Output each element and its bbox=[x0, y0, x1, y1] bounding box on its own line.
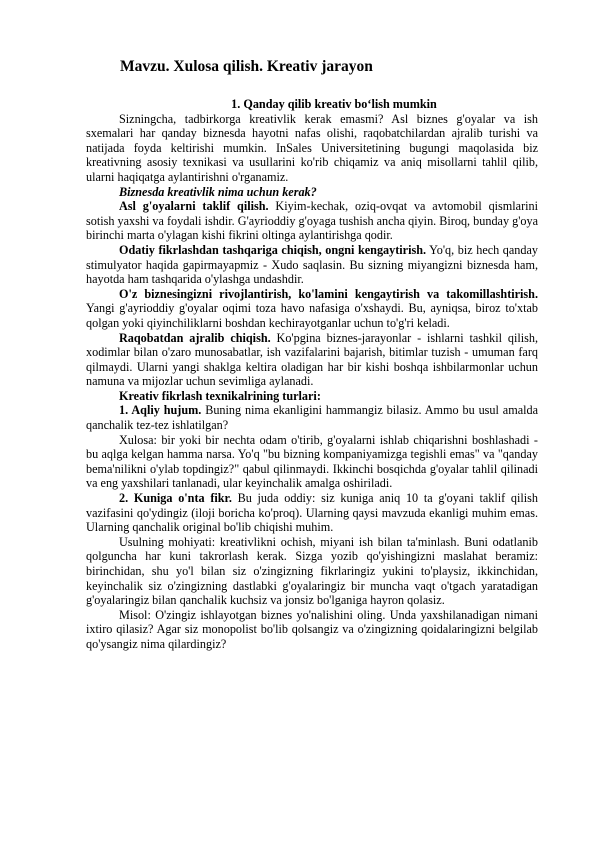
paragraph-brainstorm: 1. Aqliy hujum. Buning nima ekanligini hammangiz bilasiz. Ammo bu usul amalda qanchalik tez-tez ishlatilgan? bbox=[86, 403, 538, 433]
paragraph-ten-ideas: 2. Kuniga o'nta fikr. Bu juda oddiy: siz kuniga aniq 10 ta g'oyani taklif qilish vazifasini qo'ydingiz (iloji boricha ko'proq). Ularning qaysi mavzuda ekanligi muhim emas. Ularning qanchalik original bo'lib chiqishi muhim. bbox=[86, 491, 538, 535]
paragraph-method-essence: Usulning mohiyati: kreativlikni ochish, miyani ish bilan ta'minlash. Buni odatlanib qolguncha har kuni takrorlash kerak. Sizga yozib qo'yishingizni maslahat beramiz: birinchidan, shu yo'l bilan siz o'zingizning fikrlaringiz yukini to'playsiz, ikkinchidan, keyinchalik siz o'zingizning dastlabki g'oyalaringiz bir muncha vaqt o'tgach yaratadigan g'oyalaringiz bilan qanchalik kuchsiz va jonsiz bo'lganiga hayron qolasiz. bbox=[86, 534, 538, 608]
paragraph-thinking-outside: Odatiy fikrlashdan tashqariga chiqish, ongni kengaytirish. Yo'q, biz hech qanday stimulyator haqida gapirmayapmiz - Xudo saqlasin. Bu sizning miyangizni biznesda ham, hayotda ham tashqarida o'ylashga undashdir. bbox=[86, 242, 538, 287]
paragraph-example: Misol: O'zingiz ishlayotgan biznes yo'nalishini oling. Unda yaxshilanadigan nimani ixtiro qilasiz? Agar siz monopolist bo'lib qolsangiz va o'zingizning qoidalaringizni belgilab qo'ysangiz nima qilardingiz? bbox=[86, 607, 538, 651]
why-heading: Biznesda kreativlik nima uchun kerak? bbox=[119, 184, 317, 199]
section-heading: 1. Qanday qilib kreativ bo‘lish mumkin bbox=[231, 97, 437, 111]
intro-paragraph: Sizningcha, tadbirkorga kreativlik kerak emasmi? Asl biznes g'oyalar va ish sxemalari har qanday biznesda hayotni nafas olishi, raqobatchilardan ajralib turishi va natijada foyda keltirishi mumkin. InSales Universitetining bugungi maqolasida biz kreativning asosiy texnikasi va usullarini ko'rib chiqamiz va aniq misollarni tahlil qilib, ularni haqiqatga aylantirishni o'rganamiz. bbox=[86, 111, 538, 184]
paragraph-original-ideas: Asl g'oyalarni taklif qilish. Kiyim-kechak, oziq-ovqat va avtomobil qismlarini sotish yaxshi va foydali ishdir. G'ayrioddiy g'oyaga tushish ancha qiyin. Biroq, bunday g'oya birinchi marta o'ylagan kishi fikrini oltinga aylantirishga qodir. bbox=[86, 199, 538, 243]
techniques-heading: Kreativ fikrlash texnikalrining turlari: bbox=[119, 388, 321, 403]
paragraph-competition: Raqobatdan ajralib chiqish. Ko'pgina biznes-jarayonlar - ishlarni tashkil qilish, xodimlar bilan o'zaro munosabatlar, ish vazifalarini bajarish, bitimlar tuzish - umuman farq qilmaydi. Ularni yangi shaklga keltira oladigan har bir kishi boshqa ishbilarmonlar uchun namuna va mijozlar uchun sevimliga aylanadi. bbox=[86, 330, 538, 389]
page-title: Mavzu. Xulosa qilish. Kreativ jarayon bbox=[120, 58, 373, 75]
paragraph-business-growth: O'z biznesingizni rivojlantirish, ko'lamini kengaytirish va takomillashtirish. Yangi g'ayrioddiy g'oyalar oqimi toza havo nafasiga o'xshaydi. Bu, ayniqsa, biroz to'xtab qolgan yoki qiyinchiliklarni boshdan kechirayotganlar uchun to'g'ri keladi. bbox=[86, 286, 538, 330]
document-body bbox=[86, 97, 538, 652]
paragraph-brainstorm-summary: Xulosa: bir yoki bir nechta odam o'tirib, g'oyalarni ishlab chiqarishni boshlashadi - bu aqlga kelgan hamma narsa. Yo'q "bu bizning kompaniyamizga tegishli emas" va "qanday bema'nilikni o'ylab topdingiz?" qabul qilinmaydi. Ikkinchi bosqichda g'oyalar tahlil qilinadi va eng yaxshilari tanlanadi, ular keyinchalik amalga oshiriladi. bbox=[86, 432, 538, 491]
